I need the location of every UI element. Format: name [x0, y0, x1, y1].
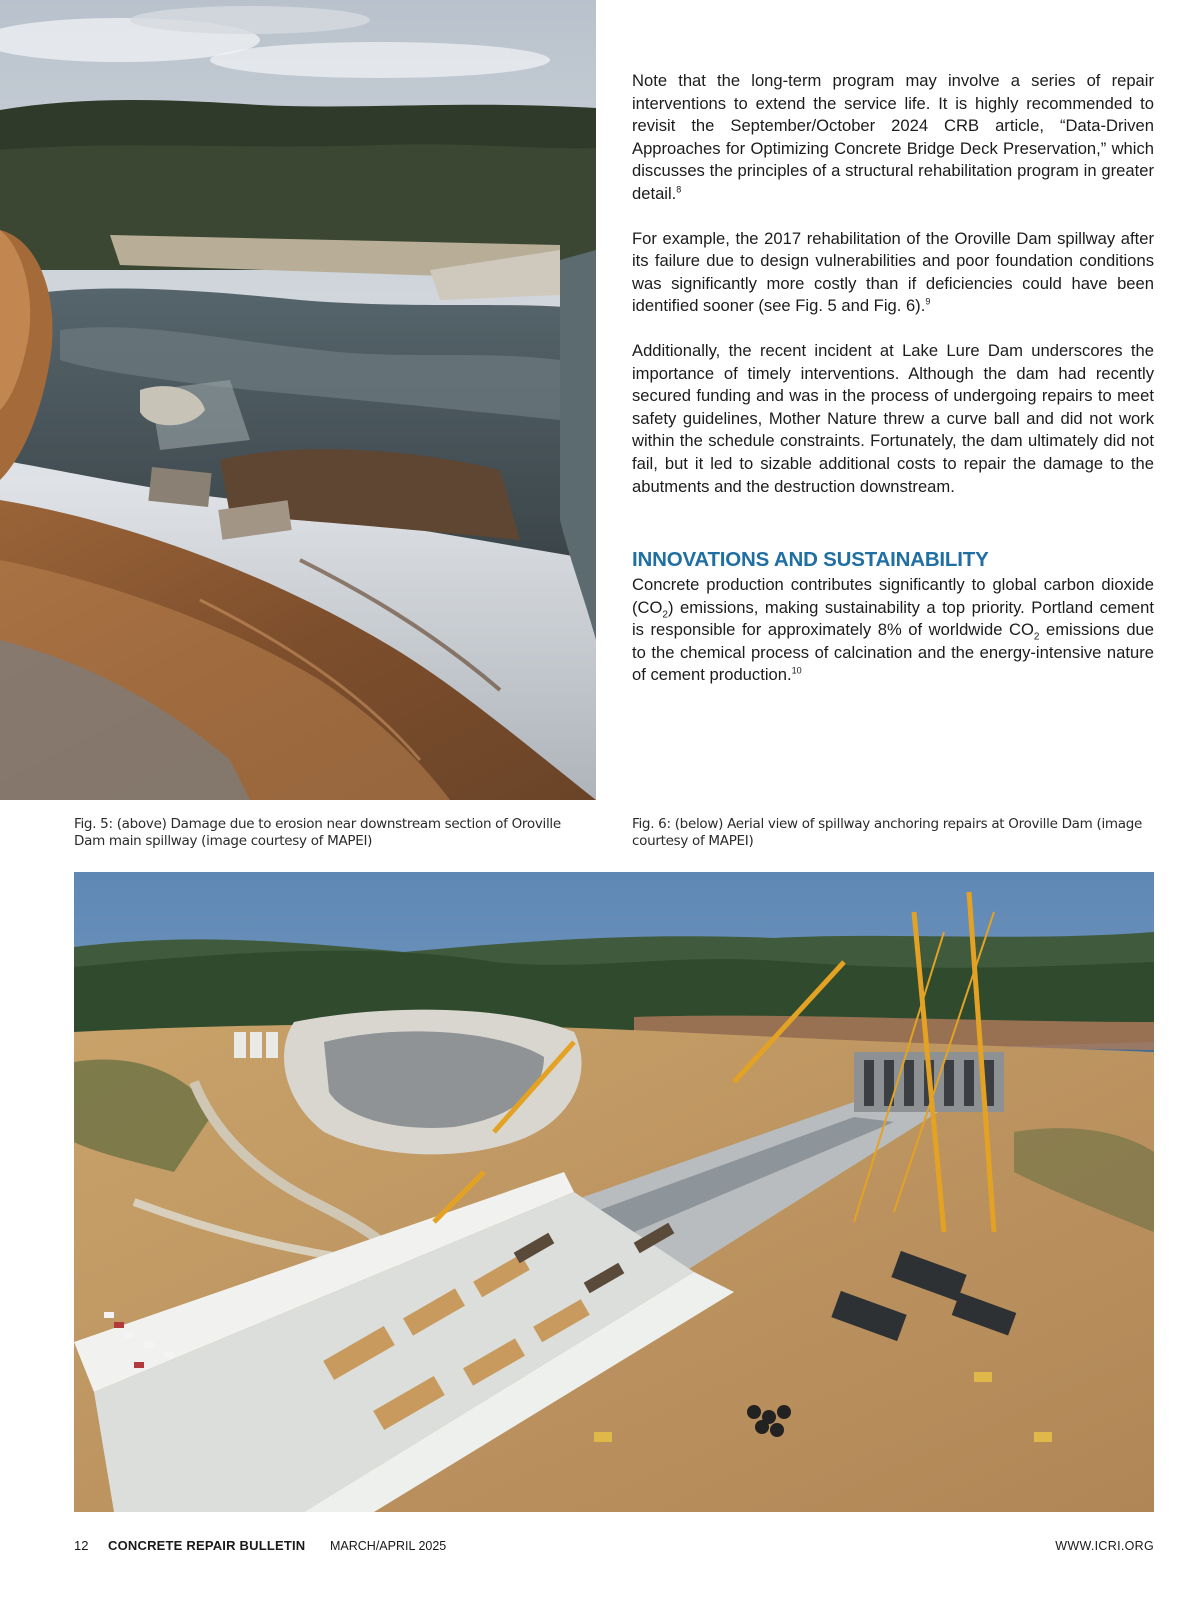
- website-url: WWW.ICRI.ORG: [1055, 1539, 1154, 1553]
- footnote-ref-8: 8: [676, 184, 682, 195]
- paragraph-concrete-co2: Concrete production contributes significantly to global carbon dioxide $(CO_2)$ emissions, making sustainability a top priority. Portland cement is responsible for approximately 8% of worldwide $CO_2$ emissions due to the chemical process of calcination and the energy-intensive nature of cement production.$^{10}$: [632, 575, 1154, 685]
- section-heading-innovations: INNOVATIONS AND SUSTAINABILITY: [632, 548, 989, 572]
- article-right-column: [632, 70, 1154, 687]
- page-number: 12: [74, 1538, 89, 1553]
- issue-date: MARCH/APRIL 2025: [330, 1539, 447, 1553]
- publication-name: CONCRETE REPAIR BULLETIN: [108, 1538, 306, 1553]
- fig5-erosion-photo: [0, 0, 596, 800]
- paragraph-lake-lure: Additionally, the recent incident at Lake Lure Dam underscores the importance of timely interventions. Although the dam had recently secured funding and was in the process of undergoing repairs to meet safety guidelines, Mother Nature threw a curve ball and did not work within the schedule constraints. Fortunately, the dam ultimately did not fail, but it led to sizable additional costs to repair the damage to the abutments and the destruction downstream.: [632, 340, 1154, 496]
- page-footer: [74, 1536, 1154, 1556]
- paragraph-long-term-program: Note that the long-term program may involve a series of repair interventions to extend the service life. It is highly recommended to revisit the September/October 2024 CRB article, “Data-Driven Approaches for Optimizing Concrete Bridge Deck Preservation,” which discusses the principles of a structural rehabilitation program in greater detail.$^8$: [632, 71, 1154, 203]
- paragraph-oroville-example: For example, the 2017 rehabilitation of the Oroville Dam spillway after its failure due to design vulnerabilities and poor foundation conditions was significantly more costly than if deficiencies could have been identified sooner (see Fig. 5 and Fig. 6).$^9$: [632, 228, 1154, 316]
- footnote-ref-10: 10: [791, 665, 802, 676]
- fig6-aerial-photo: [74, 872, 1154, 1512]
- footnote-ref-9: 9: [925, 296, 931, 307]
- fig5-caption: Fig. 5: (above) Damage due to erosion near downstream section of Oroville Dam main spillway (image courtesy of MAPEI): [74, 816, 561, 849]
- fig6-caption: Fig. 6: (below) Aerial view of spillway anchoring repairs at Oroville Dam (image courtesy of MAPEI): [632, 816, 1142, 849]
